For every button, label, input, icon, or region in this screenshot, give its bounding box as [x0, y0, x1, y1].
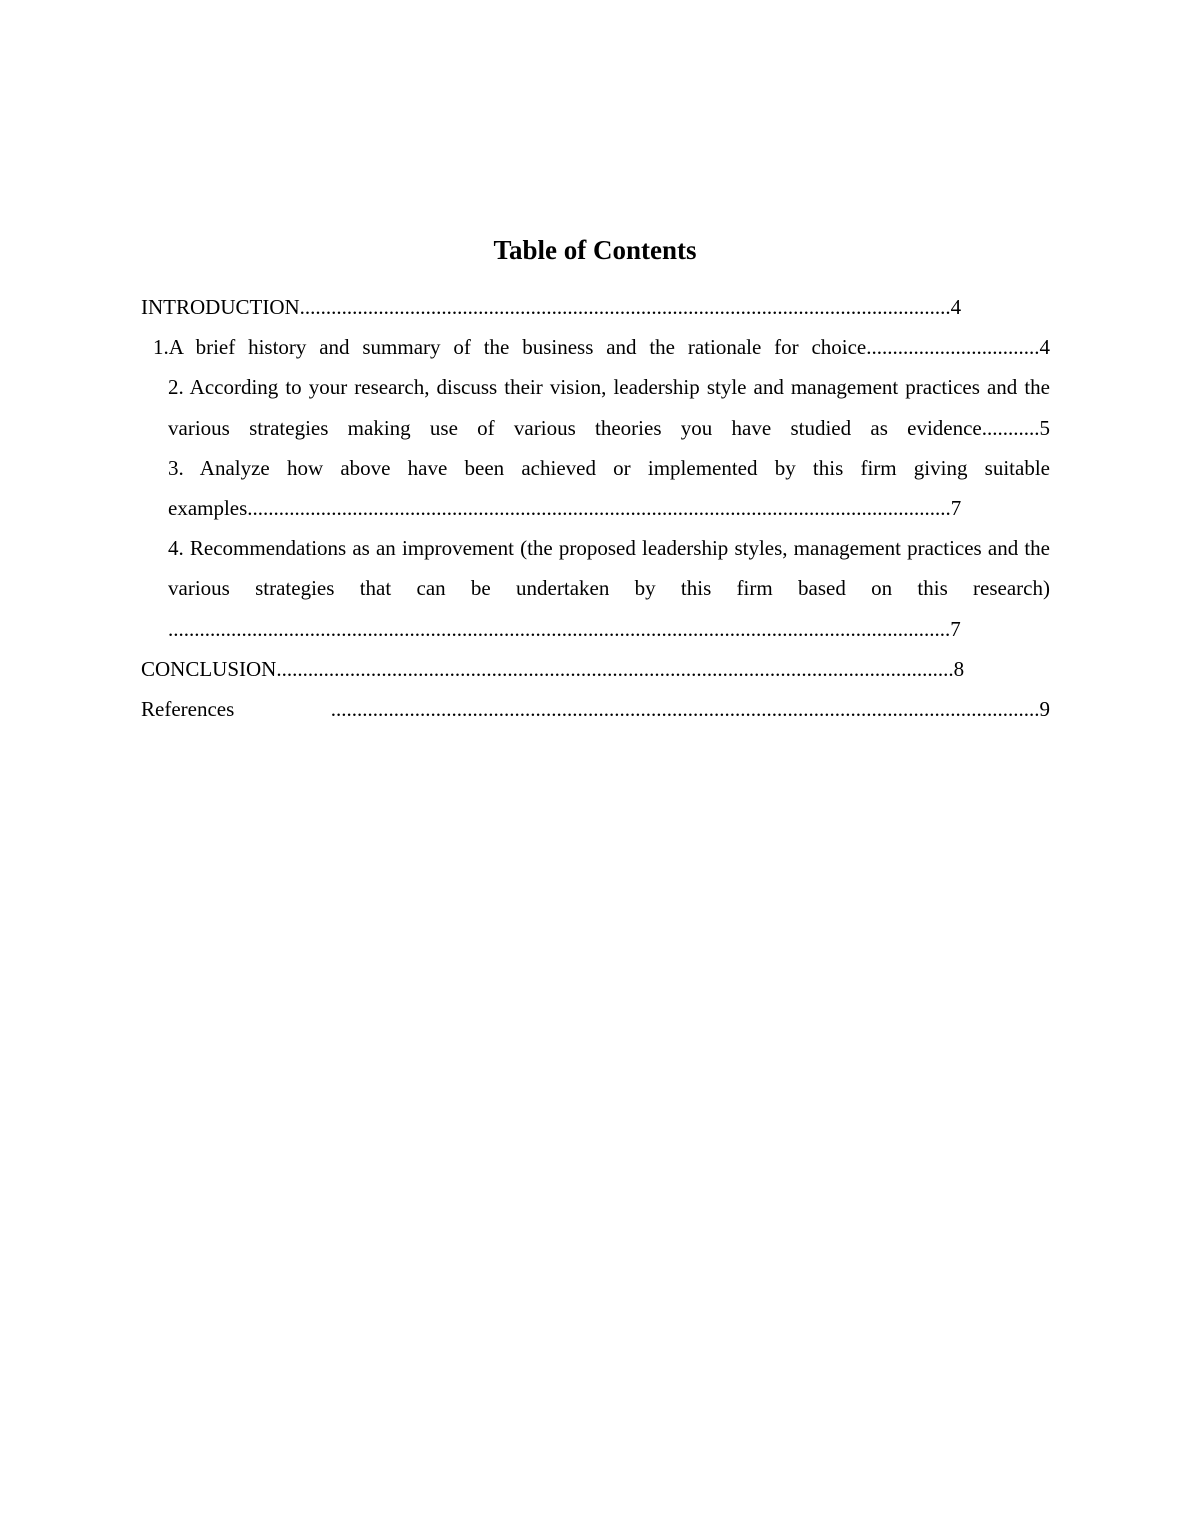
- toc-entry-text[interactable]: 4. Recommendations as an improvement (the proposed leadership styles, management practices and the various strategies that can be undertaken by this firm based on this research) .....................................................................................................................................................7: [168, 536, 1050, 641]
- toc-entry-text[interactable]: References .......................................................................................................................................9: [141, 697, 1050, 722]
- toc-entry-analyze-implementation[interactable]: [168, 448, 1050, 528]
- table-of-contents: [141, 287, 1050, 729]
- toc-entry-text[interactable]: CONCLUSION.................................................................................................................................8: [141, 656, 965, 681]
- toc-entry-text[interactable]: 1.A brief history and summary of the business and the rationale for choice.................................4: [153, 335, 1050, 360]
- toc-entry-vision-leadership[interactable]: [168, 367, 1050, 447]
- toc-entry-text[interactable]: 3. Analyze how above have been achieved or implemented by this firm giving suitable examples......................................................................................................................................7: [168, 455, 1050, 521]
- toc-entry-recommendations[interactable]: [168, 528, 1050, 649]
- toc-title: Table of Contents: [493, 235, 697, 265]
- toc-entry-brief-history[interactable]: [153, 327, 1050, 367]
- toc-entry-introduction[interactable]: [141, 287, 1050, 327]
- toc-entry-text[interactable]: INTRODUCTION............................................................................................................................4: [141, 295, 962, 319]
- toc-entry-text[interactable]: 2. According to your research, discuss their vision, leadership style and management practices and the various strategies making use of various theories you have studied as evidence...........5: [168, 375, 1050, 440]
- toc-entry-conclusion[interactable]: [141, 649, 1050, 689]
- toc-entry-references[interactable]: [141, 689, 1050, 729]
